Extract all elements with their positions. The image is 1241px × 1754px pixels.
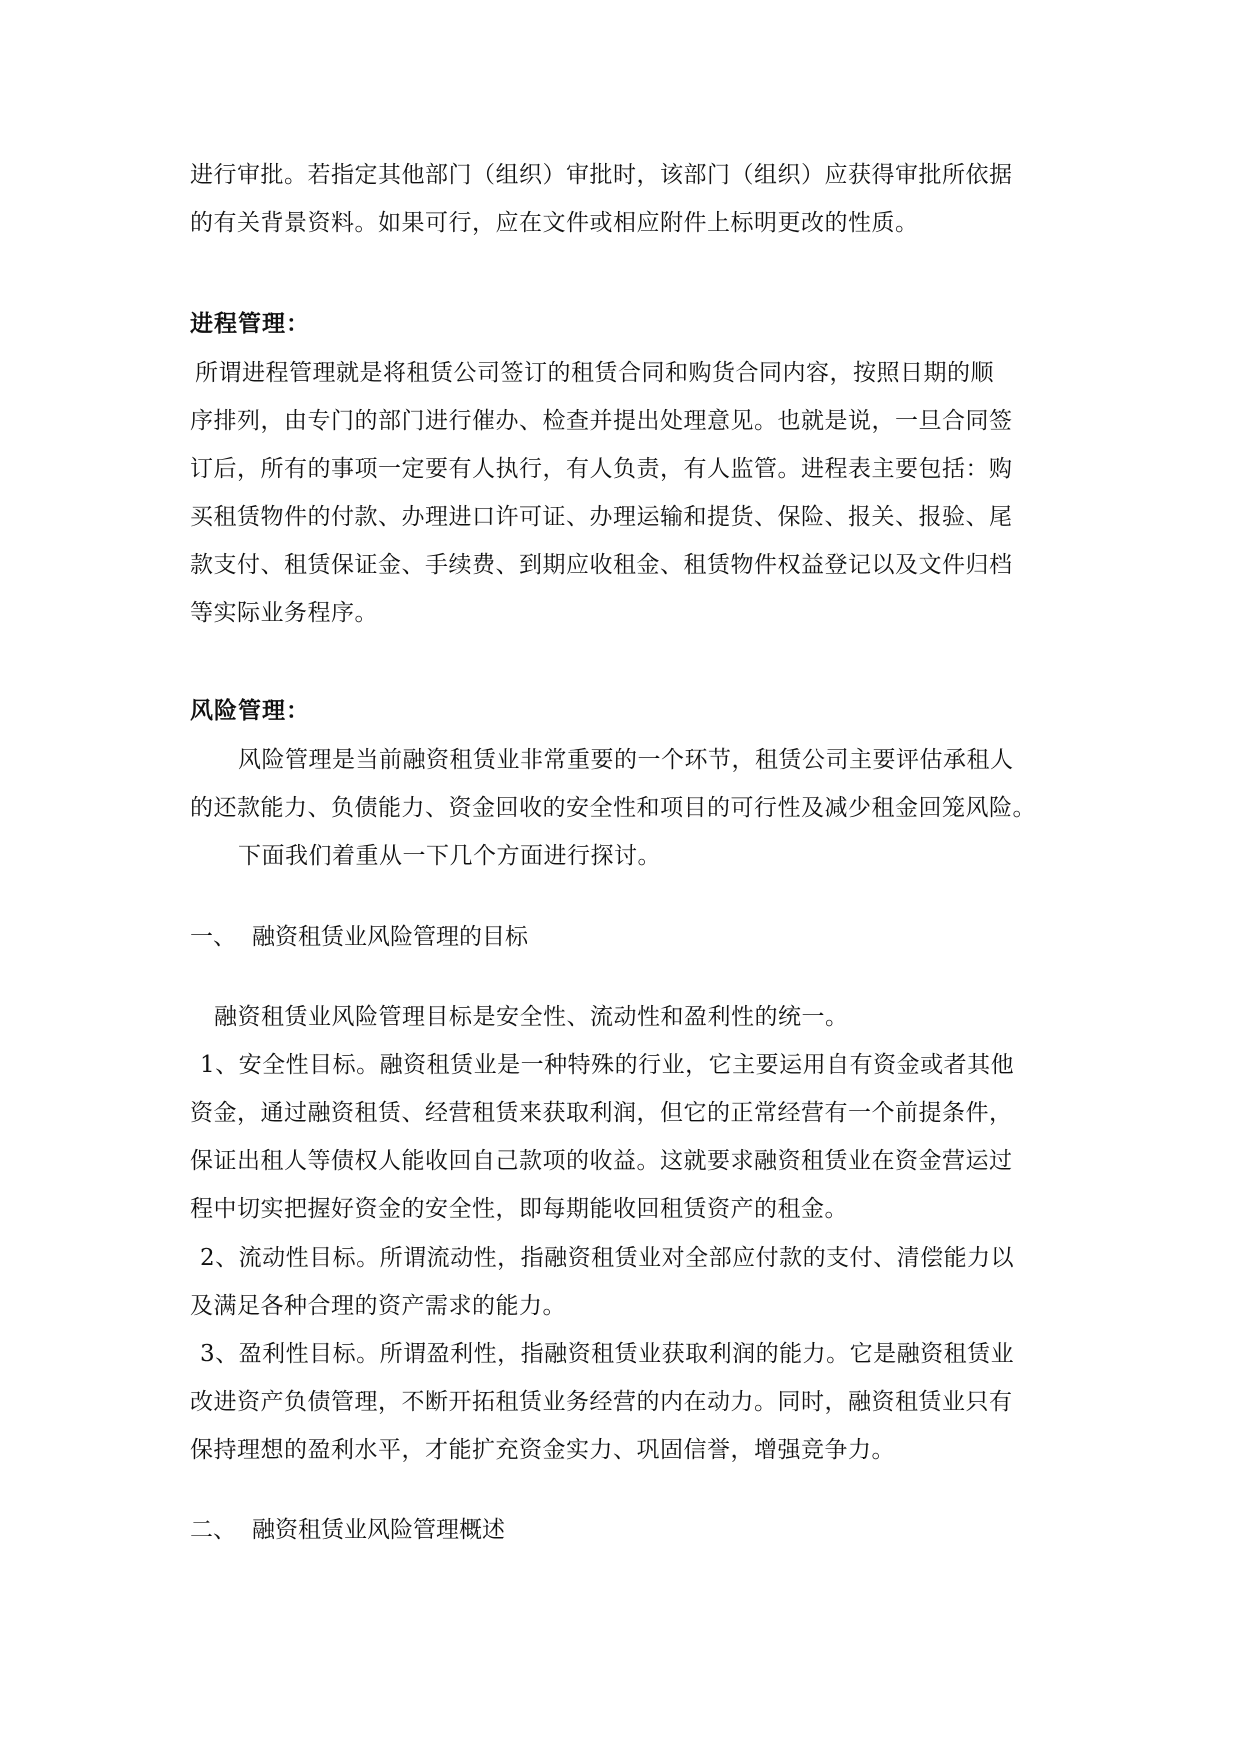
section1-line-9: 改进资产负债管理，不断开拓租赁业务经营的内在动力。同时，融资租赁业只有 bbox=[190, 1389, 1013, 1415]
section1-line-7: 及满足各种合理的资产需求的能力。 bbox=[190, 1293, 566, 1319]
approval-line-2: 的有关背景资料。如果可行，应在文件或相应附件上标明更改的性质。 bbox=[190, 210, 919, 236]
approval-line-1: 进行审批。若指定其他部门（组织）审批时，该部门（组织）应获得审批所依据 bbox=[190, 162, 1013, 188]
section2-title-row bbox=[190, 1515, 505, 1545]
process-line-4: 买租赁物件的付款、办理进口许可证、办理运输和提货、保险、报关、报验、尾 bbox=[190, 504, 1013, 530]
section1-line-3: 资金，通过融资租赁、经营租赁来获取利润，但它的正常经营有一个前提条件， bbox=[190, 1100, 1013, 1126]
section1-title: 融资租赁业风险管理的目标 bbox=[252, 924, 528, 950]
process-line-2: 序排列，由专门的部门进行催办、检查并提出处理意见。也就是说，一旦合同签 bbox=[190, 408, 1013, 434]
process-line-6: 等实际业务程序。 bbox=[190, 600, 378, 626]
risk-line-3: 下面我们着重从一下几个方面进行探讨。 bbox=[238, 843, 661, 869]
process-line-1: 所谓进程管理就是将租赁公司签订的租赁合同和购货合同内容，按照日期的顺 bbox=[195, 360, 994, 386]
risk-line-1: 风险管理是当前融资租赁业非常重要的一个环节，租赁公司主要评估承租人 bbox=[238, 747, 1014, 773]
section1-line-1: 融资租赁业风险管理目标是安全性、流动性和盈利性的统一。 bbox=[214, 1004, 849, 1030]
section1-title-row bbox=[190, 922, 528, 952]
section1-line-2: 1、安全性目标。融资租赁业是一种特殊的行业，它主要运用自有资金或者其他 bbox=[200, 1052, 1015, 1078]
process-heading: 进程管理： bbox=[190, 310, 310, 337]
risk-heading: 风险管理： bbox=[190, 697, 310, 724]
section1-line-8: 3、盈利性目标。所谓盈利性，指融资租赁业获取利润的能力。它是融资租赁业 bbox=[200, 1341, 1015, 1367]
section1-line-6: 2、流动性目标。所谓流动性，指融资租赁业对全部应付款的支付、清偿能力以 bbox=[200, 1245, 1015, 1271]
process-line-5: 款支付、租赁保证金、手续费、到期应收租金、租赁物件权益登记以及文件归档 bbox=[190, 552, 1013, 578]
risk-line-2: 的还款能力、负债能力、资金回收的安全性和项目的可行性及减少租金回笼风险。 bbox=[190, 795, 1036, 821]
process-line-3: 订后，所有的事项一定要有人执行，有人负责，有人监管。进程表主要包括：购 bbox=[190, 456, 1013, 482]
section1-line-5: 程中切实把握好资金的安全性，即每期能收回租赁资产的租金。 bbox=[190, 1196, 848, 1222]
section1-number: 一、 bbox=[190, 924, 236, 950]
section2-number: 二、 bbox=[190, 1517, 236, 1543]
section1-line-4: 保证出租人等债权人能收回自己款项的收益。这就要求融资租赁业在资金营运过 bbox=[190, 1148, 1013, 1174]
section1-line-10: 保持理想的盈利水平，才能扩充资金实力、巩固信誉，增强竞争力。 bbox=[190, 1437, 895, 1463]
section2-title: 融资租赁业风险管理概述 bbox=[252, 1517, 505, 1543]
